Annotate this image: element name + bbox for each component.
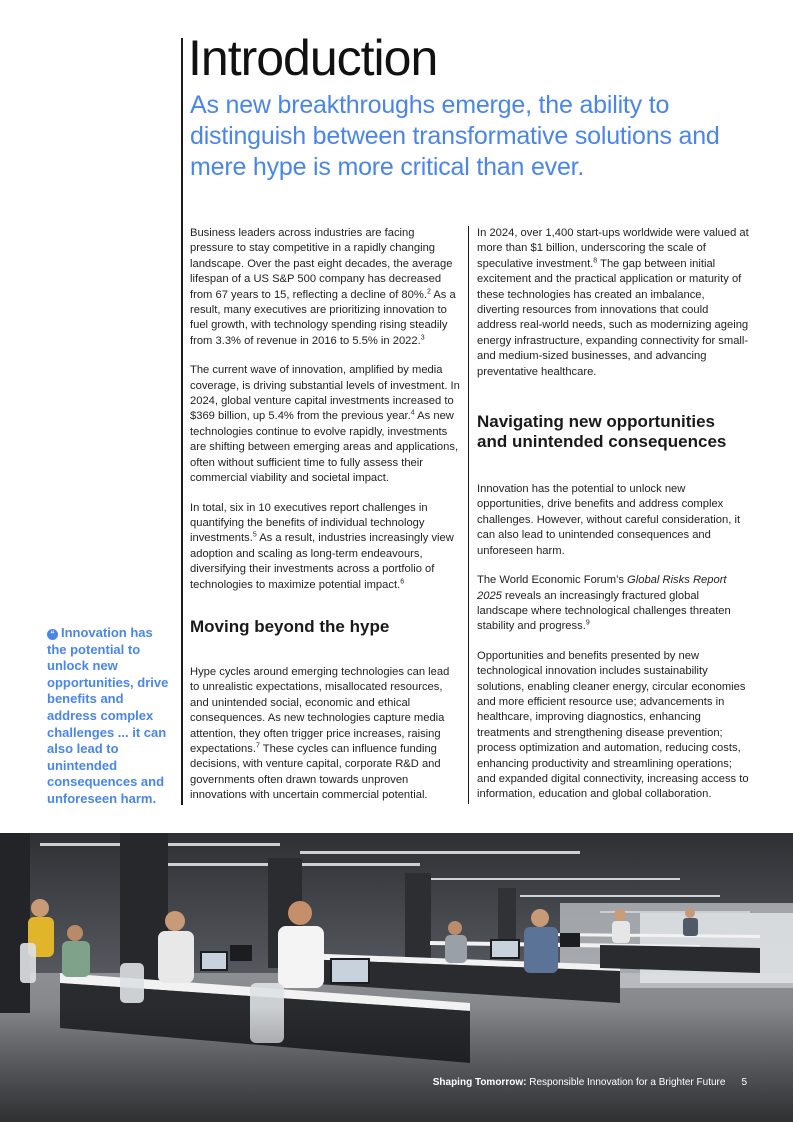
right-paragraph-1: In 2024, over 1,400 start-ups worldwide were valued at more than $1 billion, underscoring the scale of speculative investment.$^8$ The gap between initial excitement and the practical application or maturity of these technologies has created an imbalance, diverting resources from innovations that could address real-world needs, such as modernizing ageing energy infrastructure, expanding connectivity for small- and medium-sized businesses, and advancing preventative healthcare. (477, 227, 749, 378)
left-paragraph-1: Business leaders across industries are facing pressure to stay competitive in a rapidly changing landscape. Over the past eight decades, the average lifespan of a US S&P 500 company has decreased from 67 years to 15, reflecting a decline of 80%.$^2$ As a result, many executives are prioritizing innovation to fuel growth, with technology spending rising steadily from 3.3% of revenue in 2016 to 5.5% in 2022.$^3$ (190, 227, 456, 347)
left-column (190, 226, 460, 818)
column-divider (468, 226, 469, 804)
left-paragraph-4: Hype cycles around emerging technologies can lead to unrealistic expectations, misallocated resources, and unintended social, economic and ethical consequences. As new technologies capture media attention, they often trigger price increases, raising expectations.$^7$ These cycles can influence funding decisions, with venture capital, corporate R&D and governments often drawn towards unproven innovations with uncertain commercial potential. (190, 665, 450, 802)
footer-subtitle: Responsible Innovation for a Brighter Future (526, 1077, 726, 1088)
right-paragraph-2: Innovation has the potential to unlock new opportunities, drive benefits and address complex challenges. However, without careful consideration, it can also lead to unintended consequences and unforeseen harm. (477, 483, 741, 557)
section-heading-navigating: Navigating new opportunities and unintended consequences (477, 412, 727, 452)
left-paragraph-3: In total, six in 10 executives report challenges in quantifying the benefits of individual technology investments.$^5$ As a result, industries increasingly view adoption and scaling as long-term endeavours, diversifying their investments across a portfolio of technologies to maximize potential impact.$^6$ (190, 501, 454, 591)
section-heading-moving-beyond: Moving beyond the hype (190, 616, 390, 636)
page-footer (433, 1077, 747, 1089)
right-paragraph-4: Opportunities and benefits presented by new technological innovation includes sustainability solutions, enabling cleaner energy, circular economies and more efficient resource use; advancements in healthcare, improving diagnostics, enhancing treatments and strengthening disease prevention; process optimization and automation, reducing costs, enhancing productivity and streamlining operations; and expanded digital connectivity, increasing access to information, education and global collaboration. (477, 649, 749, 801)
quote-icon: “ (47, 629, 58, 640)
right-paragraph-3: The World Economic Forum’s Global Risks Report 2025 reveals an increasingly fractured global landscape where technological challenges threaten stability and progress.$^9$ (477, 574, 731, 633)
page-title: Introduction (188, 30, 438, 86)
right-column (477, 226, 749, 817)
left-paragraph-2: The current wave of innovation, amplified by media coverage, is driving substantial levels of investment. In 2024, global venture capital investments increased to $369 billion, up 5.4% from the previous year.$^4$ As new technologies continue to evolve rapidly, investments are shifting between emerging areas and applications, often without sufficient time to fully assess their commercial viability and societal impact. (190, 364, 460, 485)
pull-quote (47, 625, 172, 808)
page-number: 5 (741, 1077, 747, 1088)
page-subtitle: As new breakthroughs emerge, the ability to distinguish between transformative solutions and mere hype is more critical than ever. (190, 91, 720, 181)
footer-publication: Shaping Tomorrow: (432, 1077, 527, 1088)
title-vertical-rule (181, 38, 183, 805)
pull-quote-text: Innovation has the potential to unlock new opportunities, drive benefits and address complex challenges ... it can also lead to unintended consequences and unforeseen harm. (47, 625, 169, 806)
